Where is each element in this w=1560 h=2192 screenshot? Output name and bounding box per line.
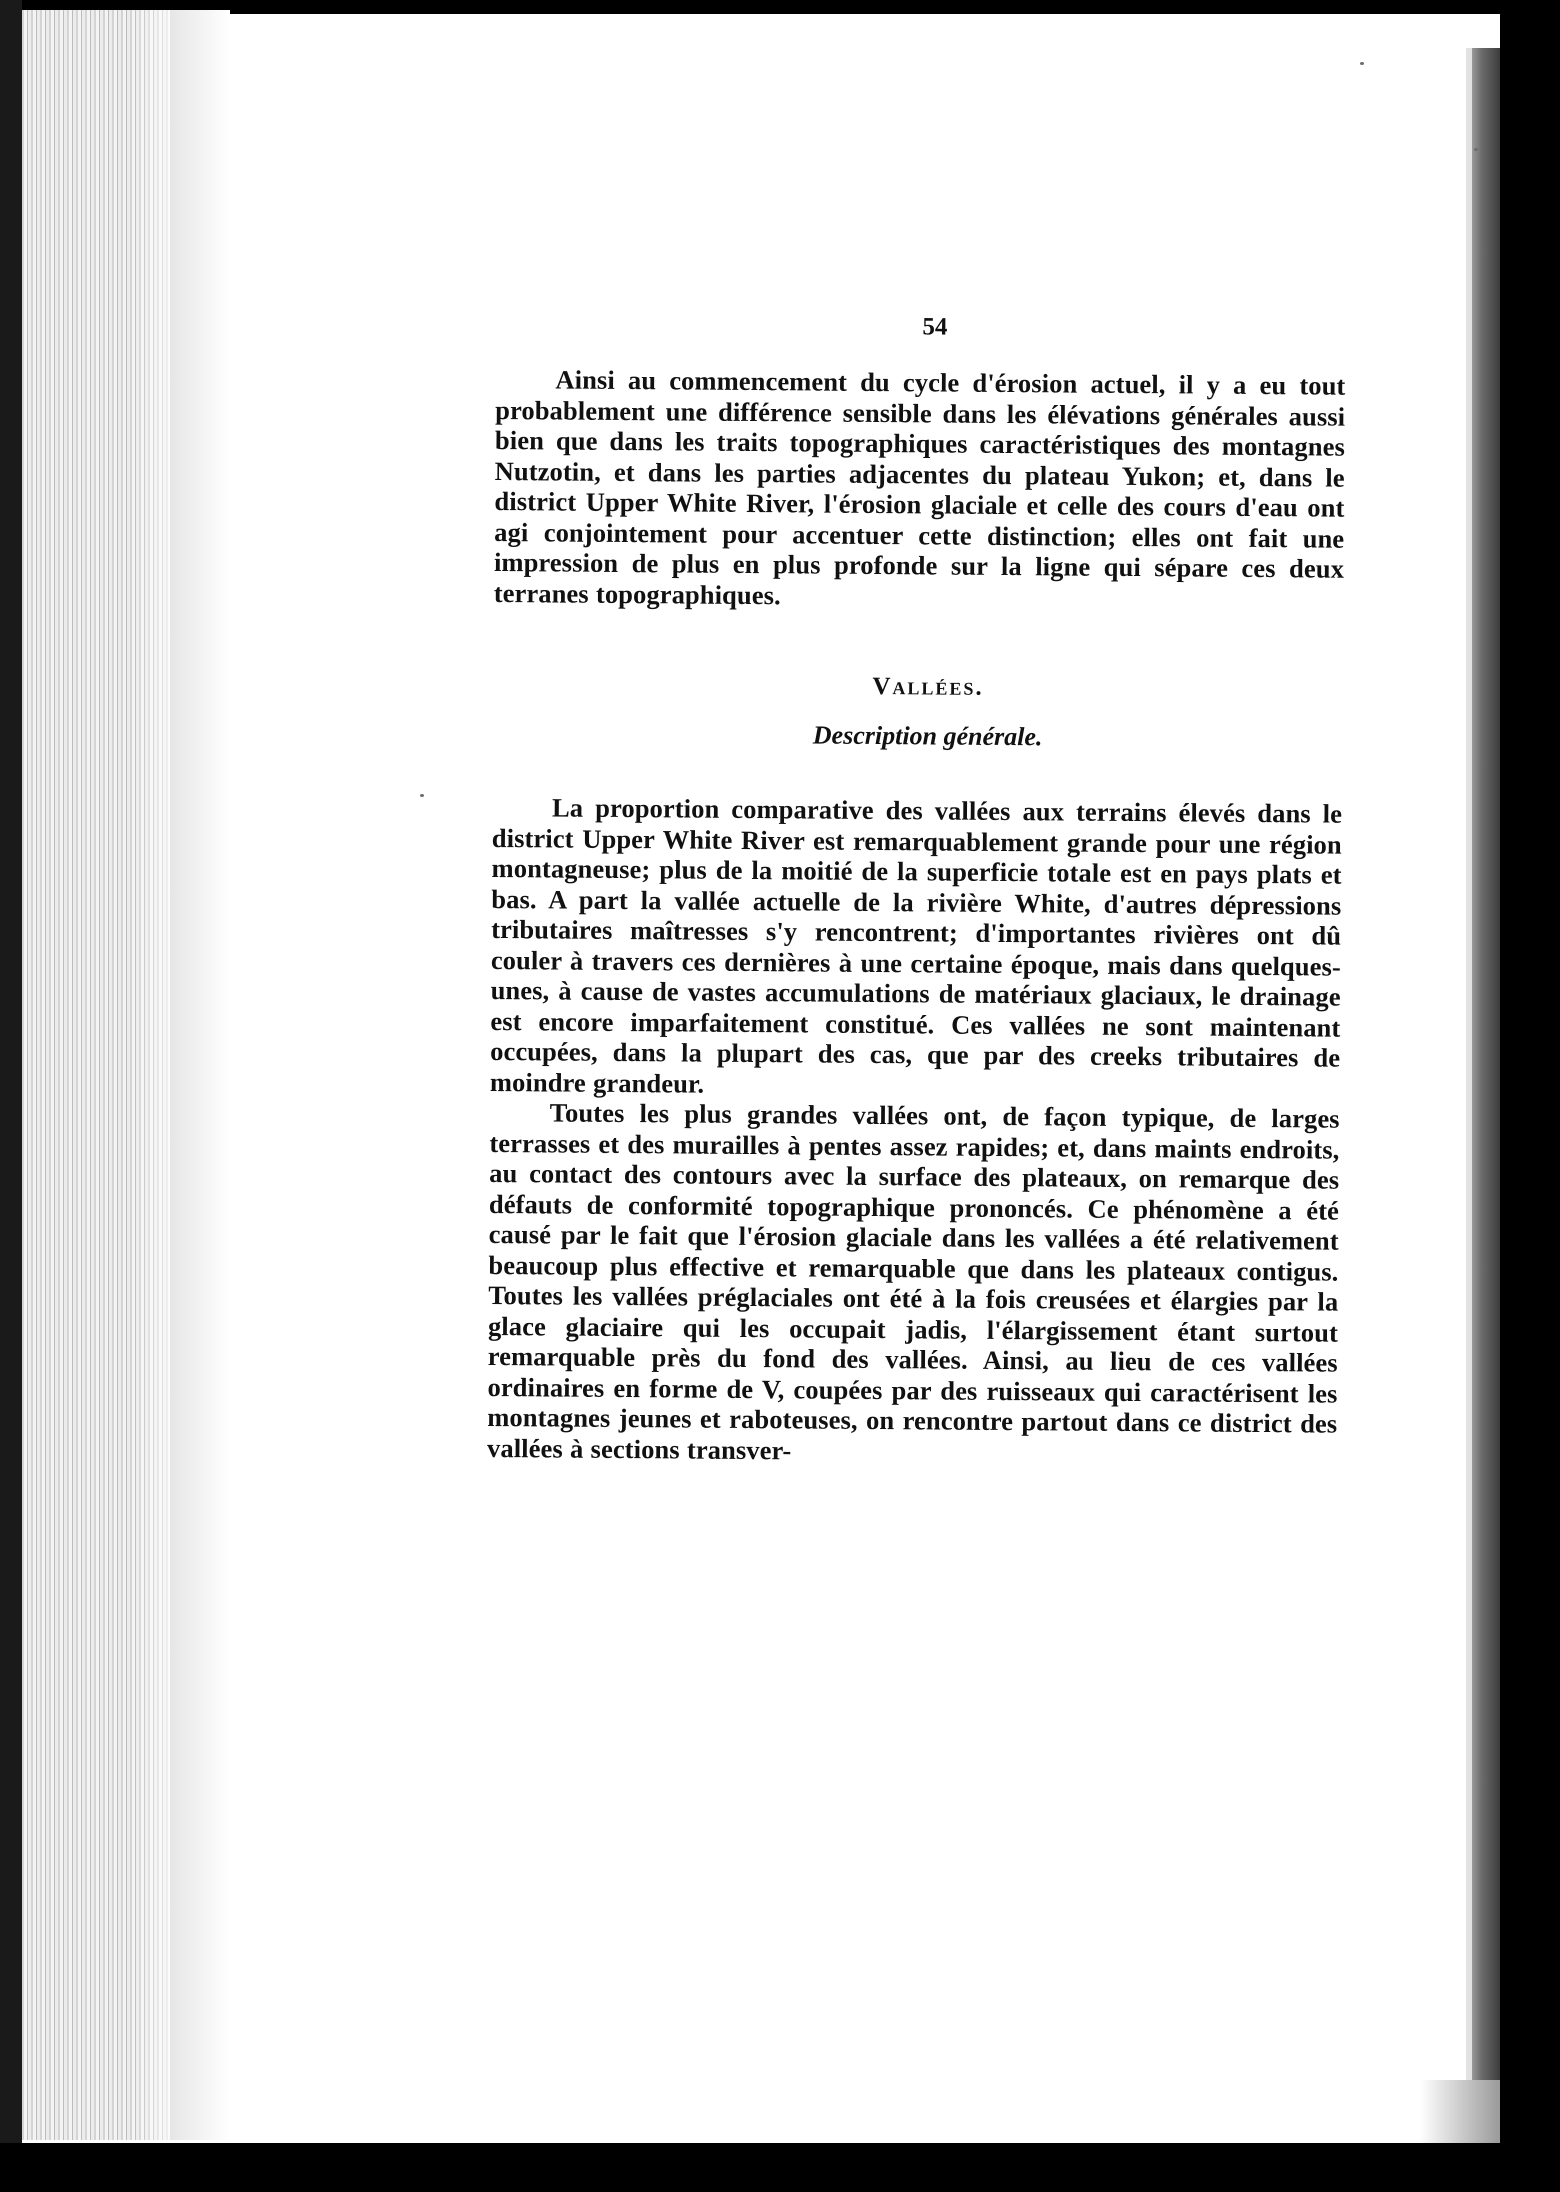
- scan-top-border: [0, 0, 1560, 14]
- scan-left-border: [0, 0, 22, 2192]
- page-corner-top-right: [1466, 14, 1500, 48]
- paragraph-valleys-shape: Toutes les plus grandes vallées ont, de façon typique, de larges terrasses et des murailles à pentes assez rapides; et, dans maints endroits, au contact des contours avec la surface des plateaux, on remarque des défauts de conformité topographique prononcés. Ce phénomène a été causé par le fait que l'érosion glaciale dans les vallées a été relativement beaucoup plus effective et remarquable que dans les plateaux contigus. Toutes les vallées préglaciales ont été à la fois creusées et élargies par la glace glaciaire qui les occupait jadis, l'élargissement étant surtout remarquable près du fond des vallées. Ainsi, au lieu de ces vallées ordinaires en forme de V, coupées par des ruisseaux qui caractérisent les montagnes jeunes et raboteuses, on rencontre partout dans ce district des vallées à sections transver-: [486, 1097, 1340, 1465]
- page-body: [487, 310, 1346, 1470]
- scan-speck: [420, 794, 424, 797]
- paragraph-intro: Ainsi au commencement du cycle d'érosion actuel, il y a eu tout probablement une différence sensible dans les élévations générales aussi bien que dans les traits topographiques caractéristiques des montagnes Nutzotin, et dans les parties adjacentes du plateau Yukon; et, dans le district Upper White River, l'érosion glaciale et celle des cours d'eau ont agi conjointement pour accentuer cette distinction; elles ont fait une impression de plus en plus profonde sur la ligne qui sépare ces deux terranes topographiques.: [493, 364, 1346, 610]
- book-page-edges-left: [22, 10, 192, 2140]
- scan-right-border: [1500, 0, 1560, 2192]
- scan-speck: [1474, 148, 1478, 151]
- page-number: 54: [922, 313, 948, 341]
- book-gutter-shadow: [170, 10, 230, 2140]
- page-corner-bottom-right: [1420, 2080, 1500, 2143]
- subsection-heading: Description générale.: [812, 720, 1043, 752]
- scan-speck: [1360, 62, 1364, 65]
- paragraph-valleys-proportion: La proportion comparative des vallées aux terrains élevés dans le district Upper White River est remarquablement grande pour une région montagneuse; plus de la moitié de la superficie totale est en pays plats et bas. A part la vallée actuelle de la rivière White, d'autres dépressions tributaires maîtresses s'y rencontrent; d'importantes rivières ont dû couler à travers ces dernières à une certaine époque, mais dans quelques-unes, à cause de vastes accumulations de matériaux glaciaux, le drainage est encore imparfaitement constitué. Ces vallées ne sont maintenant occupées, dans la plupart des cas, que par des creeks tributaires de moindre grandeur.: [489, 792, 1343, 1099]
- book-page-edges-right: [1466, 48, 1500, 2143]
- section-heading: Vallées.: [872, 672, 984, 701]
- scan-bottom-border: [0, 2143, 1560, 2192]
